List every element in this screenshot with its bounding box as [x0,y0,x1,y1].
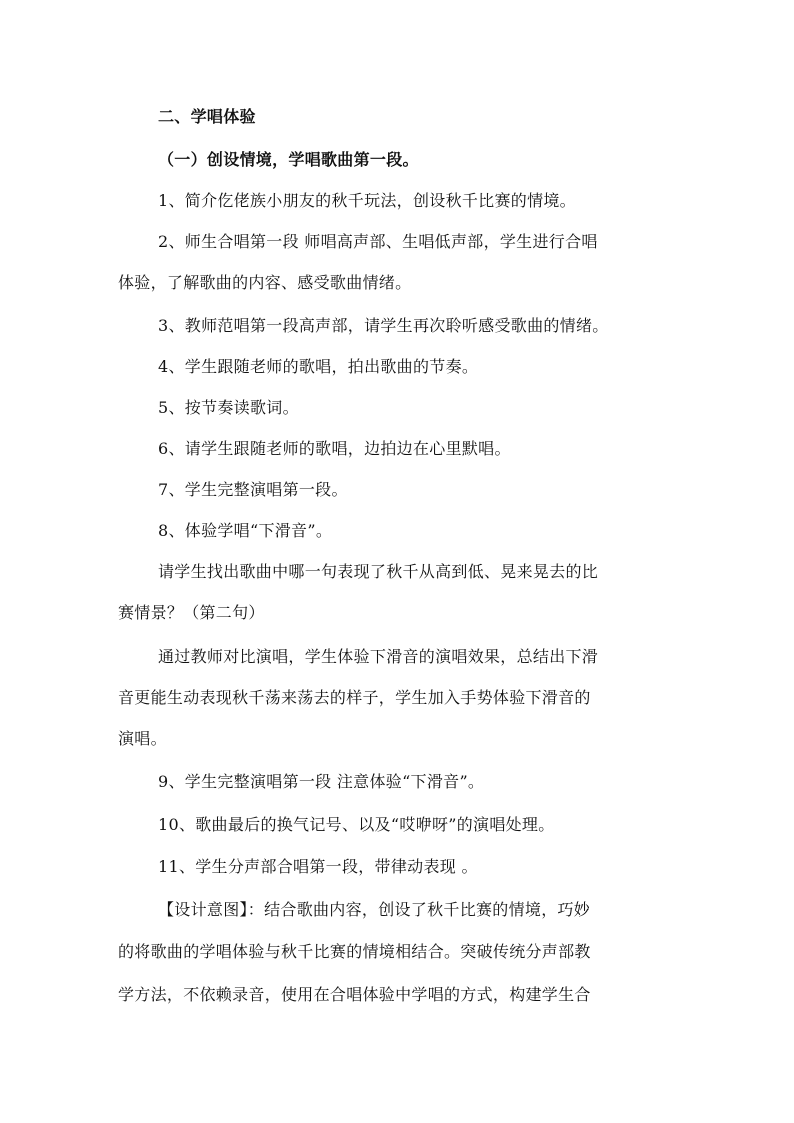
paragraph-line: 1、简介仡佬族小朋友的秋千玩法，创设秋千比赛的情境。 [158,191,576,210]
paragraph-line: 6、请学生跟随老师的歌唱，边拍边在心里默唱。 [158,439,511,458]
section-heading: 二、学唱体验 [158,107,256,126]
paragraph-line: 5、按节奏读歌词。 [158,398,299,417]
paragraph-line: 3、教师范唱第一段高声部，请学生再次聆听感受歌曲的情绪。 [158,316,609,335]
sub-heading: （一）创设情境，学唱歌曲第一段。 [158,150,419,169]
paragraph-line: 9、学生完整演唱第一段 注意体验“下滑音”。 [158,772,485,791]
paragraph-line: 演唱。 [118,729,167,748]
paragraph-line: 赛情景？（第二句） [118,603,265,622]
paragraph-line: 8、体验学唱“下滑音”。 [158,521,333,540]
paragraph-line: 7、学生完整演唱第一段。 [158,480,348,499]
paragraph-line: 学方法，不依赖录音，使用在合唱体验中学唱的方式，构建学生合 [118,985,591,1004]
paragraph-line: 4、学生跟随老师的歌唱，拍出歌曲的节奏。 [158,357,479,376]
paragraph-line: 11、学生分声部合唱第一段，带律动表现 。 [158,857,478,876]
paragraph-line: 的将歌曲的学唱体验与秋千比赛的情境相结合。突破传统分声部教 [118,942,591,961]
paragraph-line: 【设计意图】：结合歌曲内容，创设了秋千比赛的情境，巧妙 [158,900,591,919]
paragraph-line: 音更能生动表现秋千荡来荡去的样子，学生加入手势体验下滑音的 [118,688,591,707]
paragraph-line: 2、师生合唱第一段 师唱高声部、生唱低声部，学生进行合唱 [158,232,598,251]
paragraph-line: 10、歌曲最后的换气记号、以及“哎咿呀”的演唱处理。 [158,815,555,834]
paragraph-line: 体验，了解歌曲的内容、感受歌曲情绪。 [118,273,412,292]
paragraph-line: 请学生找出歌曲中哪一句表现了秋千从高到低、晃来晃去的比 [158,562,599,581]
paragraph-line: 通过教师对比演唱，学生体验下滑音的演唱效果，总结出下滑 [158,647,599,666]
